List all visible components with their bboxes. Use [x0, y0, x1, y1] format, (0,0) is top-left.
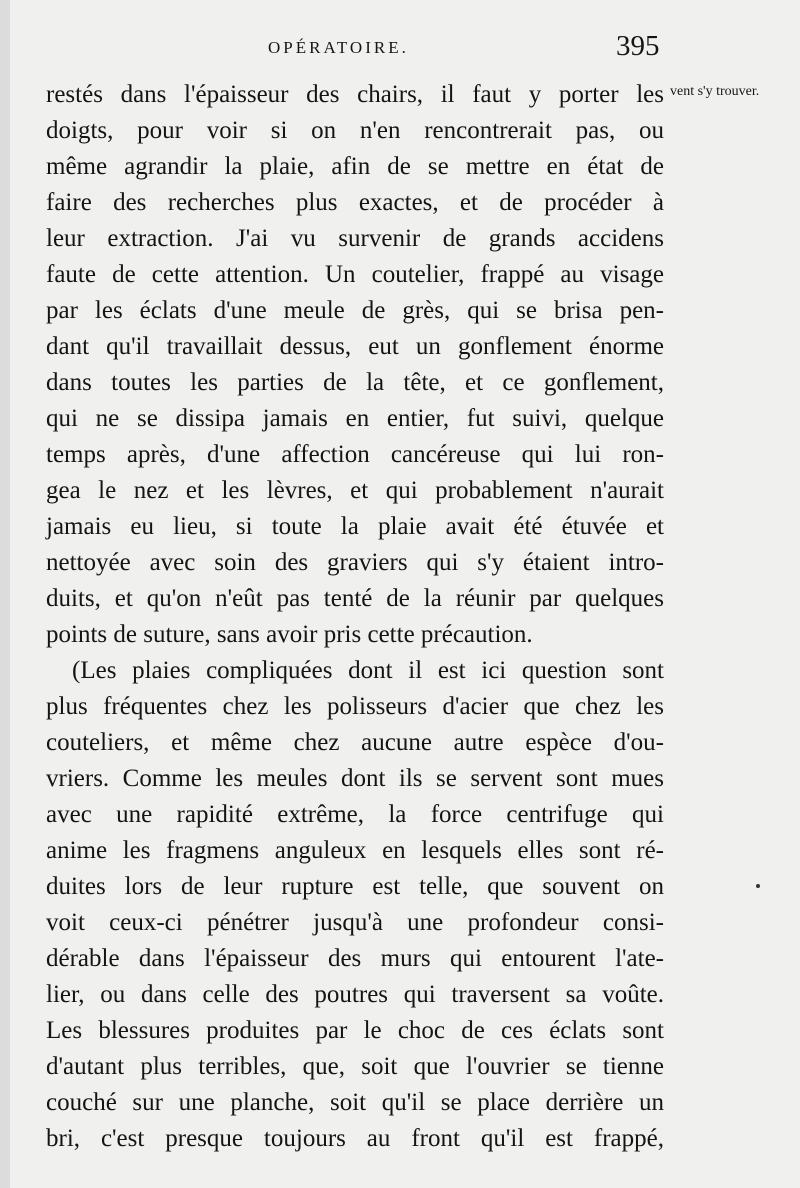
text-line: bri, c'est presque toujours au front qu'il est frappé, — [46, 1125, 664, 1152]
paragraph-end-line: points de suture, sans avoir pris cette précaution. — [46, 621, 533, 648]
text-line: nettoyée avec soin des graviers qui s'y étaient intro- — [46, 549, 664, 576]
text-line: plus fréquentes chez les polisseurs d'acier que chez les — [46, 693, 664, 720]
text-line: Les blessures produites par le choc de ces éclats sont — [46, 1017, 664, 1044]
text-line: anime les fragmens anguleux en lesquels elles sont ré- — [46, 837, 664, 864]
marginal-note: vent s'y trouver. — [670, 84, 760, 99]
text-line: duites lors de leur rupture est telle, que souvent on — [46, 873, 664, 900]
text-line: lier, ou dans celle des poutres qui traversent sa voûte. — [46, 981, 664, 1008]
text-line: doigts, pour voir si on n'en rencontrerait pas, ou — [46, 117, 664, 144]
text-line: qui ne se dissipa jamais en entier, fut suivi, quelque — [46, 405, 664, 432]
text-line: faire des recherches plus exactes, et de procéder à — [46, 189, 664, 216]
text-line: gea le nez et les lèvres, et qui probablement n'aurait — [46, 477, 664, 504]
book-page — [10, 0, 800, 1188]
text-line: couché sur une planche, soit qu'il se place derrière un — [46, 1089, 664, 1116]
page-header — [10, 30, 800, 70]
paragraph-start-line: (Les plaies compliquées dont il est ici question sont — [72, 657, 664, 684]
text-line: d'autant plus terribles, que, soit que l'ouvrier se tienne — [46, 1053, 664, 1080]
ink-speck — [756, 884, 760, 888]
page-number: 395 — [616, 30, 660, 62]
text-line: jamais eu lieu, si toute la plaie avait été étuvée et — [46, 513, 664, 540]
text-line: leur extraction. J'ai vu survenir de grands accidens — [46, 225, 664, 252]
text-line: voit ceux-ci pénétrer jusqu'à une profondeur consi- — [46, 909, 664, 936]
running-head: OPÉRATOIRE. — [268, 38, 409, 57]
text-line: duits, et qu'on n'eût pas tenté de la réunir par quelques — [46, 585, 664, 612]
text-line: restés dans l'épaisseur des chairs, il faut y porter les — [46, 81, 664, 108]
text-line: dérable dans l'épaisseur des murs qui entourent l'ate- — [46, 945, 664, 972]
text-line: vriers. Comme les meules dont ils se servent sont mues — [46, 765, 664, 792]
body-text — [46, 77, 664, 1157]
text-line: dans toutes les parties de la tête, et ce gonflement, — [46, 369, 664, 396]
text-line: dant qu'il travaillait dessus, eut un gonflement énorme — [46, 333, 664, 360]
text-line: même agrandir la plaie, afin de se mettre en état de — [46, 153, 664, 180]
text-line: par les éclats d'une meule de grès, qui se brisa pen- — [46, 297, 664, 324]
text-line: temps après, d'une affection cancéreuse qui lui ron- — [46, 441, 664, 468]
text-line: couteliers, et même chez aucune autre espèce d'ou- — [46, 729, 664, 756]
text-line: avec une rapidité extrême, la force centrifuge qui — [46, 801, 664, 828]
text-line: faute de cette attention. Un coutelier, frappé au visage — [46, 261, 664, 288]
